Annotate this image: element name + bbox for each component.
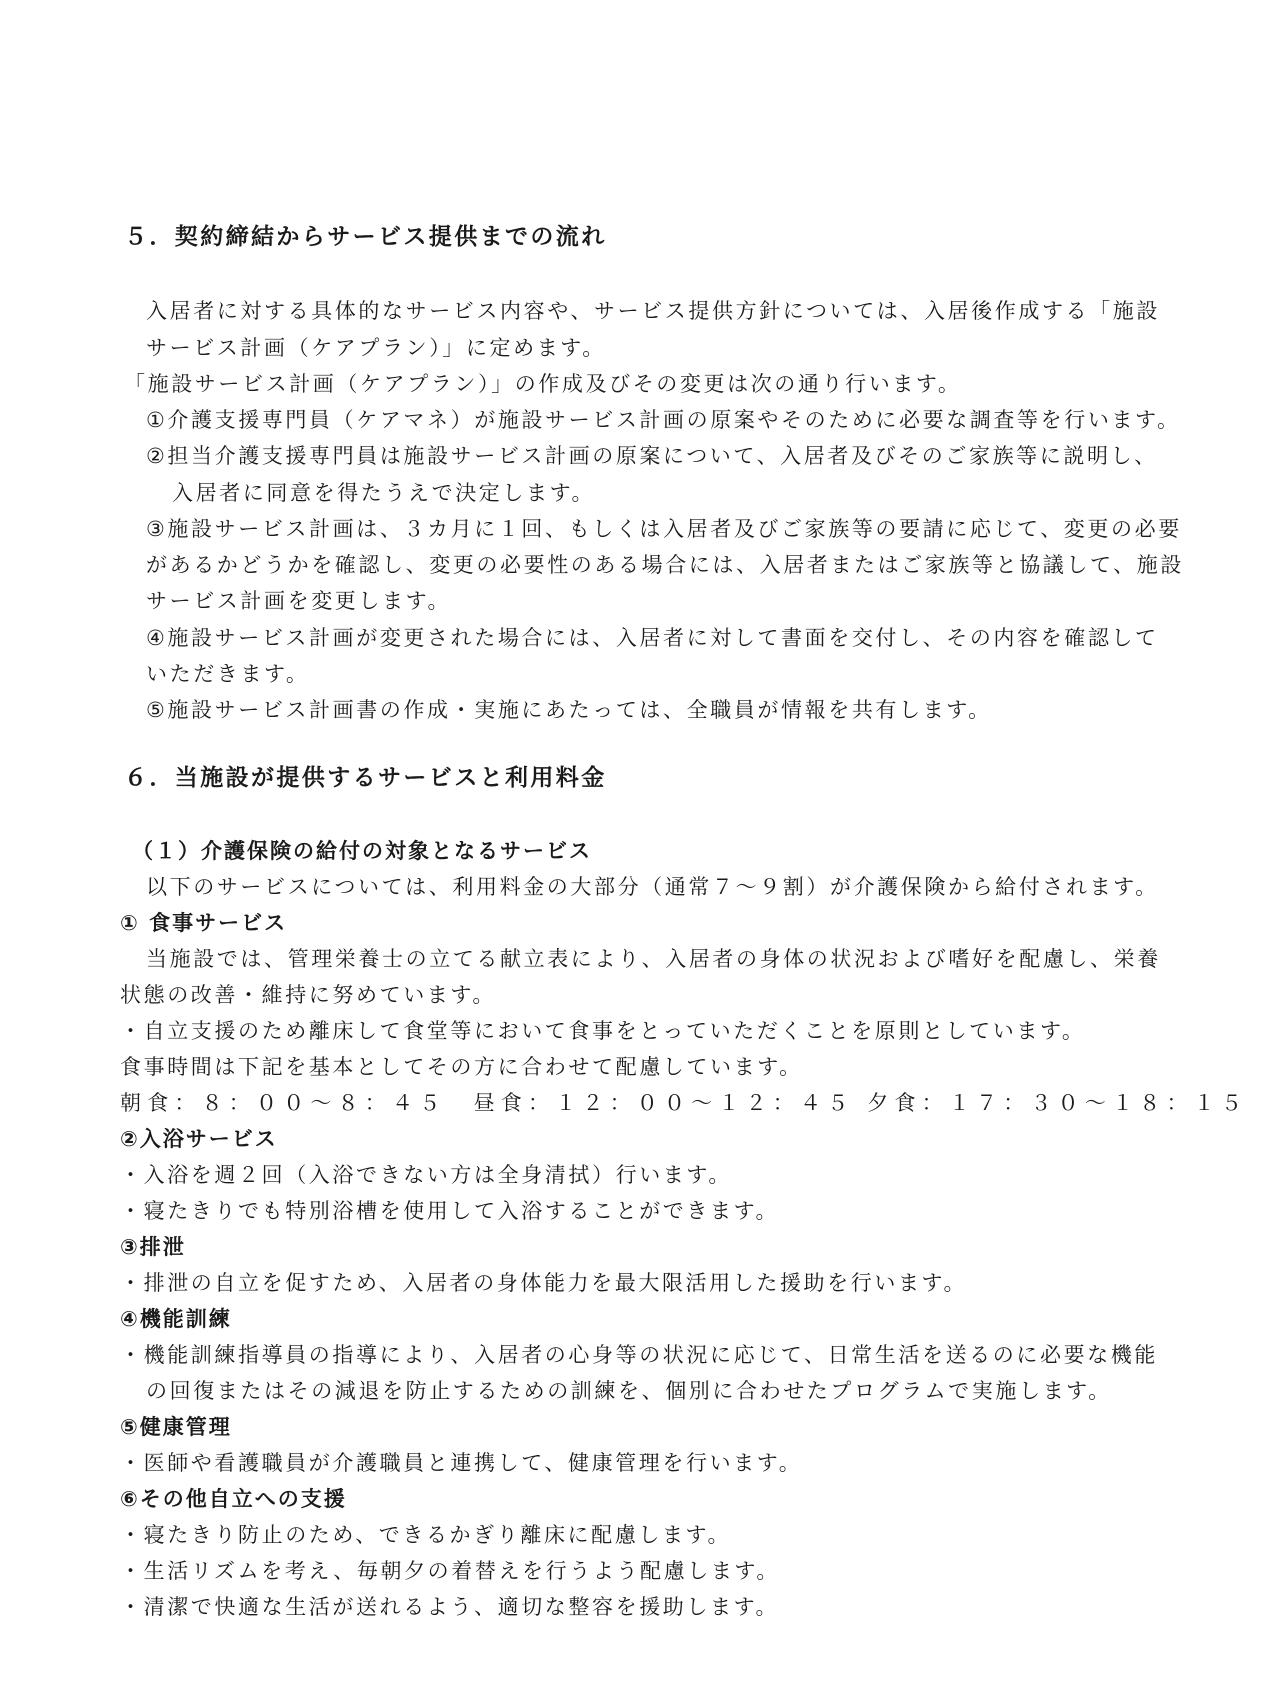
excretion-heading: ③排泄 bbox=[120, 1235, 186, 1259]
excretion-bullet: ・排泄の自立を促すため、入居者の身体能力を最大限活用した援助を行います。 bbox=[120, 1271, 968, 1295]
bath-service-heading: ②入浴サービス bbox=[120, 1127, 278, 1151]
section-5-step-3-cont: サービス計画を変更します。 bbox=[146, 589, 452, 613]
health-bullet: ・医師や看護職員が介護職員と連携して、健康管理を行います。 bbox=[120, 1451, 803, 1475]
section-5-step-4-cont: いただきます。 bbox=[146, 662, 310, 686]
section-6-heading: ６．当施設が提供するサービスと利用料金 bbox=[124, 765, 607, 791]
subsection-1-intro: 以下のサービスについては、利用料金の大部分（通常７～９割）が介護保険から給付されます。 bbox=[146, 875, 1159, 899]
meal-service-bullet: ・自立支援のため離床して食堂等において食事をとっていただくことを原則としています。 bbox=[120, 1019, 1086, 1043]
health-heading: ⑤健康管理 bbox=[120, 1415, 232, 1439]
other-support-bullet: ・寝たきり防止のため、できるかぎり離床に配慮します。 bbox=[120, 1523, 732, 1547]
meal-service-text-line: 食事時間は下記を基本としてその方に合わせて配慮しています。 bbox=[120, 1055, 803, 1079]
other-support-bullet: ・清潔で快適な生活が送れるよう、適切な整容を援助します。 bbox=[120, 1595, 780, 1619]
section-5-text-line: 入居者に対する具体的なサービス内容や、サービス提供方針については、入居後作成する「施設 bbox=[146, 299, 1160, 323]
section-5-step-2-cont: 入居者に同意を得たうえで決定します。 bbox=[172, 481, 596, 505]
meal-service-text-line: 当施設では、管理栄養士の立てる献立表により、入居者の身体の状況および嗜好を配慮し、栄養 bbox=[146, 947, 1161, 971]
bath-service-bullet: ・寝たきりでも特別浴槽を使用して入浴することができます。 bbox=[120, 1199, 780, 1223]
subsection-1-heading: （１）介護保険の給付の対象となるサービス bbox=[132, 839, 592, 863]
section-5-step-5: ⑤施設サービス計画書の作成・実施にあたっては、全職員が情報を共有します。 bbox=[146, 698, 992, 722]
section-5-step-1: ①介護支援専門員（ケアマネ）が施設サービス計画の原案やそのために必要な調査等を行います。 bbox=[146, 408, 1181, 432]
training-bullet: ・機能訓練指導員の指導により、入居者の心身等の状況に応じて、日常生活を送るのに必要な機能 bbox=[120, 1343, 1158, 1367]
section-5-step-4: ④施設サービス計画が変更された場合には、入居者に対して書面を交付し、その内容を確認して bbox=[146, 626, 1159, 650]
training-heading: ④機能訓練 bbox=[120, 1307, 232, 1331]
section-5-step-3: ③施設サービス計画は、３カ月に１回、もしくは入居者及びご家族等の要請に応じて、変更の必要 bbox=[146, 517, 1182, 541]
section-5-step-3-cont: があるかどうかを確認し、変更の必要性のある場合には、入居者またはご家族等と協議して、施設 bbox=[146, 553, 1184, 577]
section-5-text-line: サービス計画（ケアプラン）」に定めます。 bbox=[146, 336, 606, 360]
meal-service-heading: ① 食事サービス bbox=[120, 911, 288, 935]
section-5-text-line: 「施設サービス計画（ケアプラン）」の作成及びその変更は次の通り行います。 bbox=[124, 372, 962, 396]
bath-service-bullet: ・入浴を週２回（入浴できない方は全身清拭）行います。 bbox=[120, 1163, 732, 1187]
meal-times: 朝食：８：００～８：４５ 昼食：１２：００～１２：４５ 夕食：１７：３０～１８：１５ bbox=[120, 1091, 1249, 1115]
other-support-heading: ⑥その他自立への支援 bbox=[120, 1487, 347, 1511]
training-bullet-cont: の回復またはその減退を防止するための訓練を、個別に合わせたプログラムで実施します。 bbox=[146, 1379, 1112, 1403]
meal-service-text-line: 状態の改善・維持に努めています。 bbox=[120, 983, 496, 1007]
section-5-heading: ５．契約締結からサービス提供までの流れ bbox=[124, 224, 607, 250]
other-support-bullet: ・生活リズムを考え、毎朝夕の着替えを行うよう配慮します。 bbox=[120, 1559, 780, 1583]
section-5-step-2: ②担当介護支援専門員は施設サービス計画の原案について、入居者及びそのご家族等に説明し、 bbox=[146, 444, 1158, 468]
